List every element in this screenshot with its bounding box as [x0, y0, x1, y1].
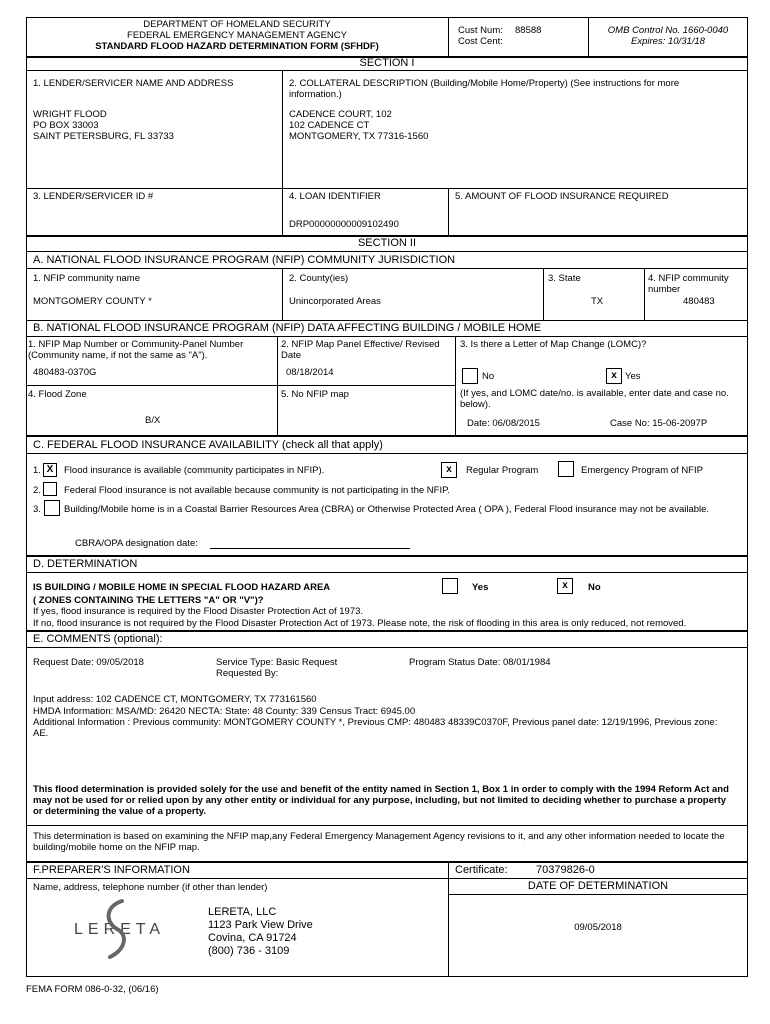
panel-date-label: 2. NFIP Map Panel Effective/ Revised Date: [281, 339, 440, 361]
divider: [26, 385, 455, 386]
community-name: MONTGOMERY COUNTY *: [33, 296, 152, 307]
sfha-no-label: No: [588, 582, 601, 593]
preparer-name: LERETA, LLC: [208, 906, 277, 918]
preparer-sub-label: Name, address, telephone number (if other than lender): [33, 882, 268, 893]
date-of-determination-label: DATE OF DETERMINATION: [527, 880, 669, 892]
map-number-label: 1. NFIP Map Number or Community-Panel Number (Community name, if not the same as "A").: [28, 339, 244, 361]
form-title: STANDARD FLOOD HAZARD DETERMINATION FORM (SFHDF): [95, 41, 379, 52]
preparer-city: Covina, CA 91724: [208, 932, 297, 944]
section2b-title: B. NATIONAL FLOOD INSURANCE PROGRAM (NFIP) DATA AFFECTING BUILDING / MOBILE HOME: [33, 322, 542, 334]
cust-num-label: Cust Num:: [458, 25, 503, 36]
emergency-program-checkbox[interactable]: [558, 461, 574, 477]
determination-basis: This determination is based on examining the NFIP map,any Federal Emergency Management Agency revisions to it, and any other information needed to locate the building/mobile home on the NFIP map.: [33, 831, 725, 853]
amount-label: 5. AMOUNT OF FLOOD INSURANCE REQUIRED: [455, 191, 669, 202]
dept-name: DEPARTMENT OF HOMELAND SECURITY: [143, 19, 331, 30]
sfha-note-yes: If yes, flood insurance is required by the Flood Disaster Protection Act of 1973.: [33, 606, 364, 617]
divider: [26, 572, 748, 573]
divider: [448, 894, 748, 895]
c-item2-text: Federal Flood insurance is not available because community is not participating in the NFIP.: [64, 485, 450, 496]
divider: [26, 825, 748, 826]
divider: [26, 188, 748, 189]
lomc-no-label: No: [482, 371, 495, 382]
requested-by: Requested By:: [216, 668, 279, 679]
lender-label: 1. LENDER/SERVICER NAME AND ADDRESS: [33, 78, 234, 89]
divider: [26, 70, 748, 71]
divider: [543, 268, 544, 320]
divider: [448, 188, 449, 236]
omb-control-number: OMB Control No. 1660-0040: [607, 25, 729, 36]
sectionC-title: C. FEDERAL FLOOD INSURANCE AVAILABILITY (check all that apply): [33, 439, 383, 451]
cust-num: 88588: [515, 25, 542, 36]
omb-expires: Expires: 10/31/18: [631, 36, 705, 47]
additional-information: Additional Information : Previous community: MONTGOMERY COUNTY *, Previous CMP: 480483 48339C0370F, Previous panel date: 12/19/1996, Previous zone: AE.: [33, 717, 718, 739]
section1-title: SECTION I: [359, 57, 415, 69]
map-number: 480483-0370G: [33, 367, 97, 378]
hmda-information: HMDA Information: MSA/MD: 26420 NECTA: State: 48 County: 339 Census Tract: 6945.00: [33, 706, 416, 717]
c-item2-checkbox[interactable]: [43, 482, 57, 496]
c-item3-text: Building/Mobile home is in a Coastal Barrier Resources Area (CBRA) or Otherwise Protected Area ( OPA ), Federal Flood insurance may not be available.: [64, 504, 710, 515]
collateral-line-1: CADENCE COURT, 102: [289, 109, 392, 120]
certificate-label: Certificate:: [455, 864, 508, 876]
agency-name: FEDERAL EMERGENCY MANAGEMENT AGENCY: [127, 30, 347, 41]
input-address: Input address: 102 CADENCE CT, MONTGOMERY, TX 773161560: [33, 694, 317, 705]
county: Unincorporated Areas: [289, 296, 381, 307]
community-number-label: 4. NFIP community number: [648, 273, 729, 295]
lereta-swoosh-icon: [70, 897, 170, 961]
loan-id: DRP00000000009102490: [289, 219, 399, 230]
sfha-yes-label: Yes: [472, 582, 489, 593]
divider: [26, 878, 748, 879]
section2-title: SECTION II: [357, 237, 417, 249]
community-number: 480483: [683, 296, 715, 307]
divider: [26, 453, 748, 454]
divider: [26, 251, 748, 252]
lomc-case-number: Case No: 15-06-2097P: [610, 418, 708, 429]
collateral-label: 2. COLLATERAL DESCRIPTION (Building/Mobile Home/Property) (See instructions for more information.): [289, 78, 680, 100]
preparer-phone: (800) 736 - 3109: [208, 945, 290, 957]
c-item1-number: 1.: [33, 465, 41, 476]
emergency-program-label: Emergency Program of NFIP: [581, 465, 703, 476]
divider: [282, 70, 283, 236]
lender-name: WRIGHT FLOOD: [33, 109, 107, 120]
divider: [277, 336, 278, 436]
panel-date: 08/18/2014: [286, 367, 334, 378]
disclaimer: This flood determination is provided solely for the use and benefit of the entity named in Section 1, Box 1 in order to comply with the 1994 Reform Act and may not be used for or relied upon by any other entity or individual for any purpose, including, but not limited to deciding whether to purchase a property or determining the value of a property.: [33, 784, 729, 817]
regular-program-label: Regular Program: [466, 465, 539, 476]
loan-id-label: 4. LOAN IDENTIFIER: [289, 191, 381, 202]
divider: [455, 336, 456, 436]
sfha-no-checkbox[interactable]: x: [557, 578, 573, 594]
collateral-line-3: MONTGOMERY, TX 77316-1560: [289, 131, 429, 142]
service-type: Service Type: Basic Request: [216, 657, 338, 668]
lomc-note: (If yes, and LOMC date/no. is available, enter date and case no. below).: [460, 388, 729, 410]
lender-address-2: SAINT PETERSBURG, FL 33733: [33, 131, 174, 142]
c-item1-text: Flood insurance is available (community participates in NFIP).: [64, 465, 325, 476]
sectionE-title: E. COMMENTS (optional):: [33, 633, 163, 645]
flood-zone: B/X: [145, 415, 161, 426]
header-divider: [448, 17, 449, 57]
sfha-note-no: If no, flood insurance is not required by the Flood Disaster Protection Act of 1973. Please note, the risk of flooding in this area is only reduced, not removed.: [33, 618, 687, 629]
preparer-street: 1123 Park View Drive: [208, 919, 313, 931]
sfha-question-line2: ( ZONES CONTAINING THE LETTERS "A" OR "V")?: [33, 595, 264, 606]
state: TX: [591, 296, 604, 307]
community-name-label: 1. NFIP community name: [33, 273, 141, 284]
lomc-date: Date: 06/08/2015: [467, 418, 540, 429]
sectionF-title: F.PREPARER'S INFORMATION: [33, 864, 190, 876]
sfha-yes-checkbox[interactable]: [442, 578, 458, 594]
divider: [282, 268, 283, 320]
c-item1-checkbox[interactable]: X: [43, 463, 57, 477]
cost-cent-label: Cost Cent:: [458, 36, 503, 47]
divider: [26, 268, 748, 269]
flood-zone-label: 4. Flood Zone: [28, 389, 87, 400]
date-of-determination: 09/05/2018: [574, 922, 622, 933]
lereta-logo: [70, 897, 170, 961]
section2a-title: A. NATIONAL FLOOD INSURANCE PROGRAM (NFIP) COMMUNITY JURISDICTION: [33, 254, 456, 266]
collateral-line-2: 102 CADENCE CT: [289, 120, 370, 131]
lomc-yes-checkbox[interactable]: x: [606, 368, 622, 384]
c-item2-number: 2.: [33, 485, 41, 496]
cbra-date-line[interactable]: [210, 548, 410, 549]
lomc-yes-label: Yes: [625, 371, 641, 382]
sfha-question-line1: IS BUILDING / MOBILE HOME IN SPECIAL FLOOD HAZARD AREA: [33, 582, 331, 593]
cbra-label: CBRA/OPA designation date:: [75, 538, 198, 549]
sectionD-title: D. DETERMINATION: [33, 558, 138, 570]
request-date: Request Date: 09/05/2018: [33, 657, 144, 668]
divider: [644, 268, 645, 320]
lomc-no-checkbox[interactable]: [462, 368, 478, 384]
divider: [26, 647, 748, 648]
lomc-label: 3. Is there a Letter of Map Change (LOMC)?: [460, 339, 647, 350]
state-label: 3. State: [548, 273, 581, 284]
divider: [26, 336, 748, 337]
lender-address-1: PO BOX 33003: [33, 120, 99, 131]
lereta-logo-text: LERETA: [74, 921, 166, 938]
lender-id-label: 3. LENDER/SERVICER ID #: [33, 191, 154, 202]
no-map-label: 5. No NFIP map: [281, 389, 349, 400]
program-status-date: Program Status Date: 08/01/1984: [409, 657, 551, 668]
regular-program-checkbox[interactable]: x: [441, 462, 457, 478]
c-item3-number: 3.: [33, 504, 41, 515]
county-label: 2. County(ies): [289, 273, 349, 284]
form-number: FEMA FORM 086-0-32, (06/16): [26, 984, 159, 995]
certificate-number: 70379826-0: [536, 864, 595, 876]
divider: [26, 320, 748, 321]
